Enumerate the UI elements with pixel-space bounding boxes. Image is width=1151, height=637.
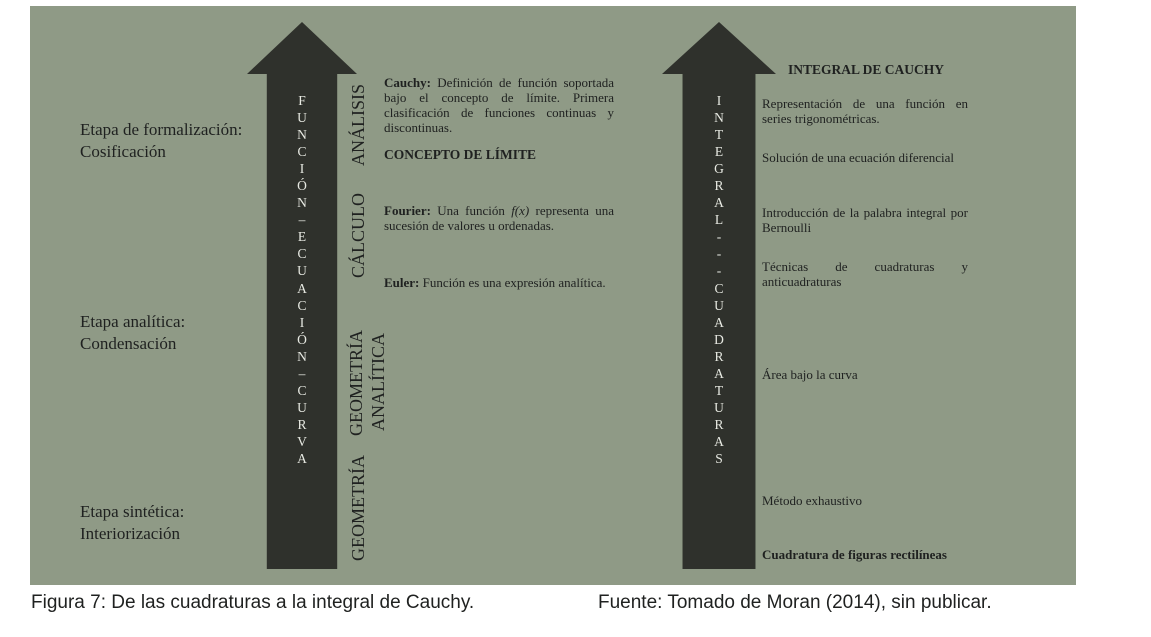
right-arrow-letter: T [714,382,724,398]
left-arrow-letter: C [297,144,307,160]
right-arrow-letter: A [714,433,724,449]
left-arrow-letter: A [297,280,307,296]
right-arrow-letter: G [714,161,724,177]
right-arrow-letter: - [716,246,722,262]
cauchy-text: Definición de función soportada bajo el concepto de límite. Primera clasificación de funciones continuas y discontinuas. [384,75,614,135]
concepto-limite: CONCEPTO DE LÍMITE [384,147,537,162]
left-arrow-letter: C [297,297,307,313]
left-arrow-letter: N [297,195,307,211]
left-arrow-letter: Ó [297,178,307,194]
left-arrow-letter: I [299,314,305,330]
left-arrow-letter: C [297,246,307,262]
integral-cauchy-heading: INTEGRAL DE CAUCHY [788,62,945,77]
right-arrow-letter: E [714,144,724,160]
left-arrow-letter: N [297,348,307,364]
right-arrow-letter: - [716,263,722,279]
right-arrow-letter: U [714,297,724,313]
euler-definition [384,275,614,290]
right-arrow-letter: N [714,110,724,126]
euler-text: Función es una expresión analítica. [422,275,606,290]
right-arrow-letters [709,92,729,467]
left-arrow-letter: F [298,93,306,108]
left-arrow-letter: I [299,161,305,177]
left-arrow-letter: U [297,263,307,279]
right-arrow-letter: R [714,416,724,432]
label-geometria-analitica-1: GEOMETRÍA [346,330,366,436]
stage-formalizacion [80,119,242,163]
right-arrow-letter: C [714,280,724,296]
stage-analitica-line1: Etapa analítica: [80,312,186,331]
left-arrow-letter: C [297,382,307,398]
figure-caption: Figura 7: De las cuadraturas a la integral de Cauchy. [31,592,475,613]
right-arrow-letter: S [715,450,723,466]
left-arrow-letter: A [297,450,307,466]
right-arrow-letter: A [714,365,724,381]
label-geometria: GEOMETRÍA [348,455,368,561]
label-calculo: CÁLCULO [348,193,368,278]
stage-sintetica [80,501,184,545]
cauchy-definition [384,75,614,135]
stage-sintetica-line1: Etapa sintética: [80,502,185,521]
left-arrow-letter: R [297,416,307,432]
right-arrow-letter: R [714,178,724,194]
right-item-4: Técnicas de cuadraturas y anticuadraturas [762,259,968,289]
right-item-1: Representación de una función en series trigonométricas. [762,96,968,126]
right-arrow-letter: U [714,399,724,415]
right-arrow-letter: A [714,314,724,330]
left-arrow-letter: N [297,127,307,143]
left-arrow-letter: U [297,110,307,126]
left-arrow-letter: Ó [297,331,307,347]
left-arrow-letter: V [297,433,307,449]
right-arrow-letter: A [714,195,724,211]
stage-analitica-line2: Condensación [80,334,177,353]
stage-sintetica-line2: Interiorización [80,524,181,543]
left-arrow-letter: – [298,365,306,381]
euler-label: Euler: [384,275,420,290]
fourier-text2: representa una sucesión de valores u ordenadas. [384,203,615,233]
left-arrow-letter: U [297,399,307,415]
label-analisis: ANÁLISIS [348,83,368,166]
left-arrow-letter: – [298,212,306,228]
fourier-definition [384,203,614,233]
stage-formalizacion-line2: Cosificación [80,142,166,161]
fourier-label: Fourier: [384,203,431,218]
left-arrow-letter: E [297,229,307,245]
fourier-text1: Una función [437,203,505,218]
right-arrow-letter: R [714,348,724,364]
right-item-3: Introducción de la palabra integral por Bernoulli [762,205,968,235]
label-geometria-analitica-2: ANALÍTICA [368,333,388,431]
right-arrow-letter: I [716,93,722,108]
stage-formalizacion-line1: Etapa de formalización: [80,120,243,139]
right-arrow-letter: - [716,229,722,245]
right-arrow-letter: T [714,127,724,143]
right-item-5: Área bajo la curva [762,367,858,382]
cauchy-label: Cauchy: [384,75,431,90]
right-arrow-letter: L [714,212,724,228]
figure-source: Fuente: Tomado de Moran (2014), sin publicar. [598,592,992,613]
fourier-math: f(x) [511,203,530,218]
right-item-6: Método exhaustivo [762,493,863,508]
right-arrow-letter: D [714,331,724,347]
diagram-panel [30,6,1076,585]
left-arrow-letters [292,92,312,467]
right-item-2: Solución de una ecuación diferencial [762,150,955,165]
right-item-7: Cuadratura de figuras rectilíneas [762,547,947,562]
stage-analitica [80,311,185,355]
